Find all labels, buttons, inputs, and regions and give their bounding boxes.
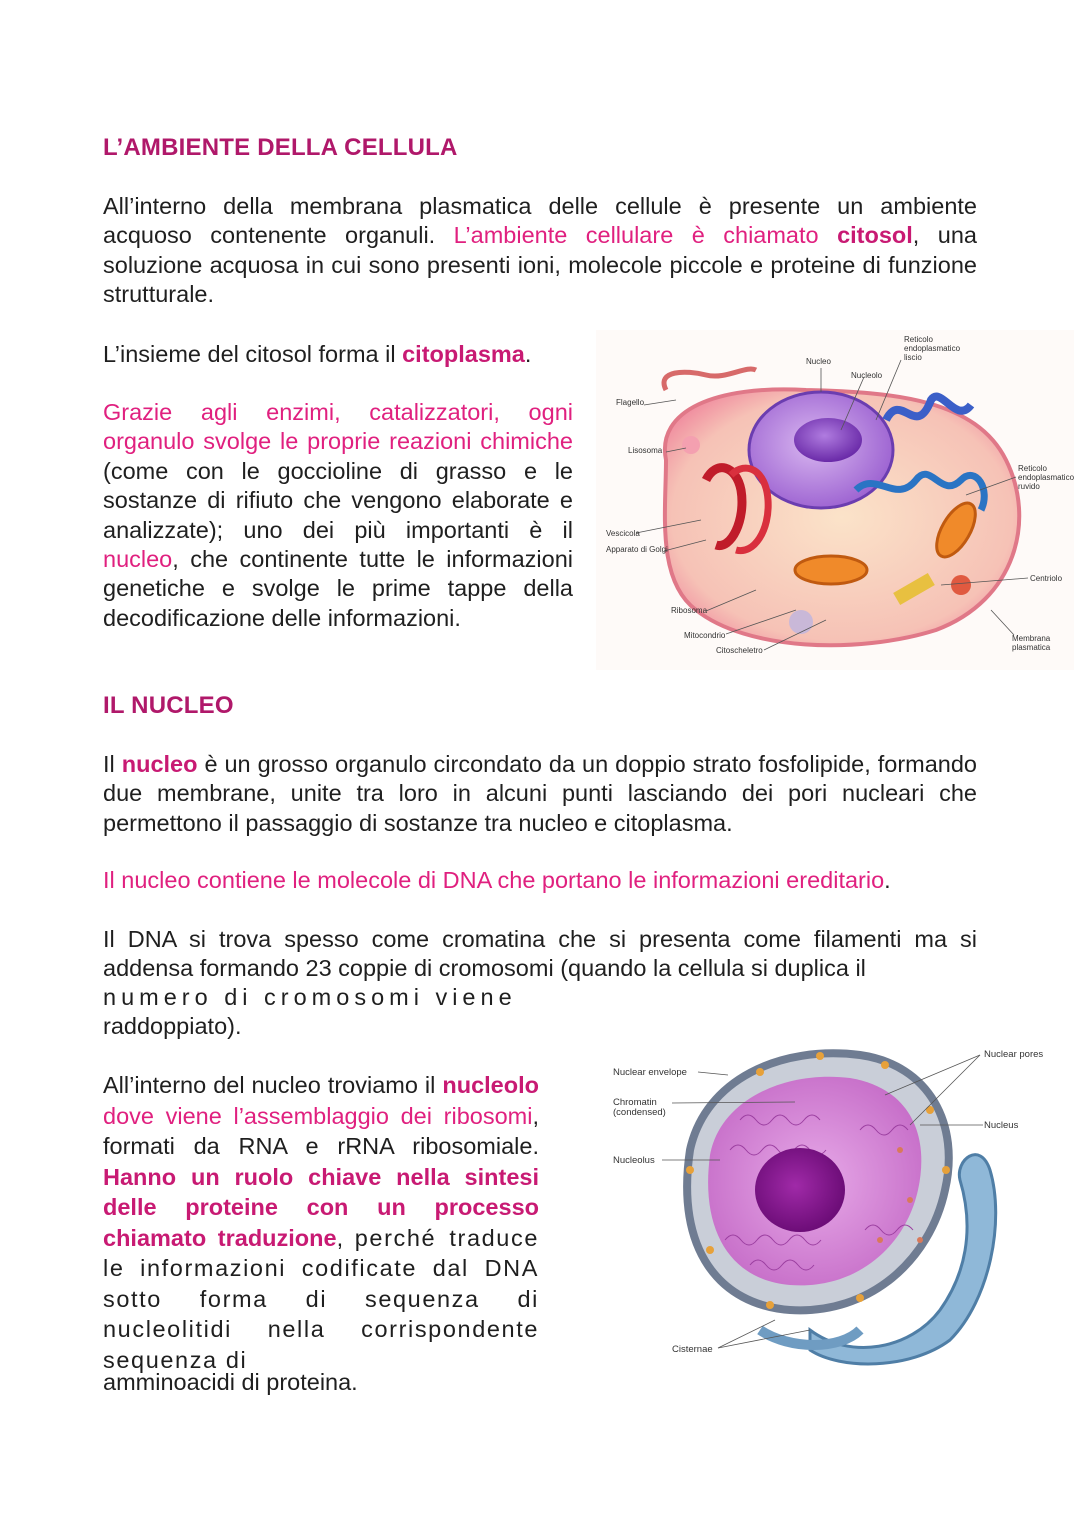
label-nuclear-pores: Nuclear pores: [984, 1049, 1044, 1060]
label-rel-3: liscio: [904, 353, 922, 362]
label-vescicola: Vescicola: [606, 529, 640, 538]
term-nucleo: nucleo: [103, 546, 173, 573]
label-lisosoma: Lisosoma: [628, 446, 663, 455]
section-heading-nucleus: IL NUCLEO: [103, 692, 234, 719]
label-flagello: Flagello: [616, 398, 645, 407]
paragraph-chromatin: Il DNA si trova spesso come cromatina che si presenta come filamenti ma si addensa formando 23 coppie di cromosomi (quando la cellula si duplica il: [103, 926, 977, 982]
label-cisternae: Cisternae: [672, 1344, 713, 1355]
term-nucleo-bold: nucleo: [121, 751, 198, 777]
label-nucleo: Nucleo: [806, 357, 831, 366]
paragraph-dna: Il nucleo contiene le molecole di DNA che portano le informazioni ereditario.: [103, 867, 891, 893]
label-rer-3: ruvido: [1018, 482, 1040, 491]
paragraph-organelles: Grazie agli enzimi, catalizzatori, ogni organulo svolge le proprie reazioni chimiche (come con le goccioline di grasso e le sostanze di rifiuto che vengono elaborate e analizzate); uno dei più importanti è il nucleo, che continente tutte le informazioni genetiche e svolge le prime tappe della decodificazione delle informazioni.: [103, 399, 573, 631]
label-golgi: Apparato di Golgi: [606, 545, 668, 554]
nucleus-illustration: [610, 1030, 1060, 1375]
label-centriolo: Centriolo: [1030, 574, 1063, 583]
label-chromatin: Chromatin: [613, 1097, 657, 1108]
paragraph-chromatin-line3: numero di cromosomi viene: [103, 984, 517, 1010]
term-nucleolo: nucleolo: [442, 1072, 539, 1098]
label-nucleus: Nucleus: [984, 1120, 1019, 1131]
label-membrana-1: Membrana: [1012, 634, 1051, 643]
label-membrana-2: plasmatica: [1012, 643, 1051, 652]
paragraph-cytoplasm: L’insieme del citosol forma il citoplasma.: [103, 341, 532, 367]
section-heading-cell-environment: L’AMBIENTE DELLA CELLULA: [103, 134, 458, 161]
paragraph-nucleus-description: Il nucleo è un grosso organulo circondato da un doppio strato fosfolipide, formando due membrane, unite tra loro in alcuni punti lasciando dei pori nucleari che permettono il passaggio di sostanze tra nucleo e citoplasma.: [103, 751, 978, 836]
label-rer-1: Reticolo: [1018, 464, 1047, 473]
label-nucleolo: Nucleolo: [851, 371, 883, 380]
animal-cell-illustration: [596, 330, 1074, 670]
label-mitocondrio: Mitocondrio: [684, 631, 726, 640]
label-rel-1: Reticolo: [904, 335, 933, 344]
label-citoscheletro: Citoscheletro: [716, 646, 763, 655]
label-nucleolus: Nucleolus: [613, 1155, 655, 1166]
label-rel-2: endoplasmatico: [904, 344, 961, 353]
term-citoplasma: citoplasma: [402, 341, 525, 367]
label-ribosoma: Ribosoma: [671, 606, 708, 615]
term-citosol: citosol: [837, 222, 913, 249]
label-nuclear-envelope: Nuclear envelope: [613, 1067, 687, 1078]
paragraph-nucleolus: All’interno del nucleo troviamo il nucleolo dove viene l’assemblaggio dei ribosomi, formati da RNA e rRNA ribosomiale. Hanno un ruolo chiave nella sintesi delle proteine con un processo chiamato traduzione, perché traduce le informazioni codificate dal DNA sotto forma di sequenza di nucleolitidi nella corrispondente sequenza di: [103, 1072, 539, 1373]
paragraph-chromatin-line4: raddoppiato).: [103, 1013, 242, 1039]
label-chromatin-condensed: (condensed): [613, 1107, 666, 1118]
paragraph-cytosol: All’interno della membrana plasmatica delle cellule è presente un ambiente acquoso contenente organuli. L’ambiente cellulare è chiamato citosol, una soluzione acquosa in cui sono presenti ioni, molecole piccole e proteine di funzione strutturale.: [103, 193, 977, 308]
label-rer-2: endoplasmatico: [1018, 473, 1074, 482]
paragraph-nucleolus-last-line: amminoacidi di proteina.: [103, 1369, 358, 1395]
